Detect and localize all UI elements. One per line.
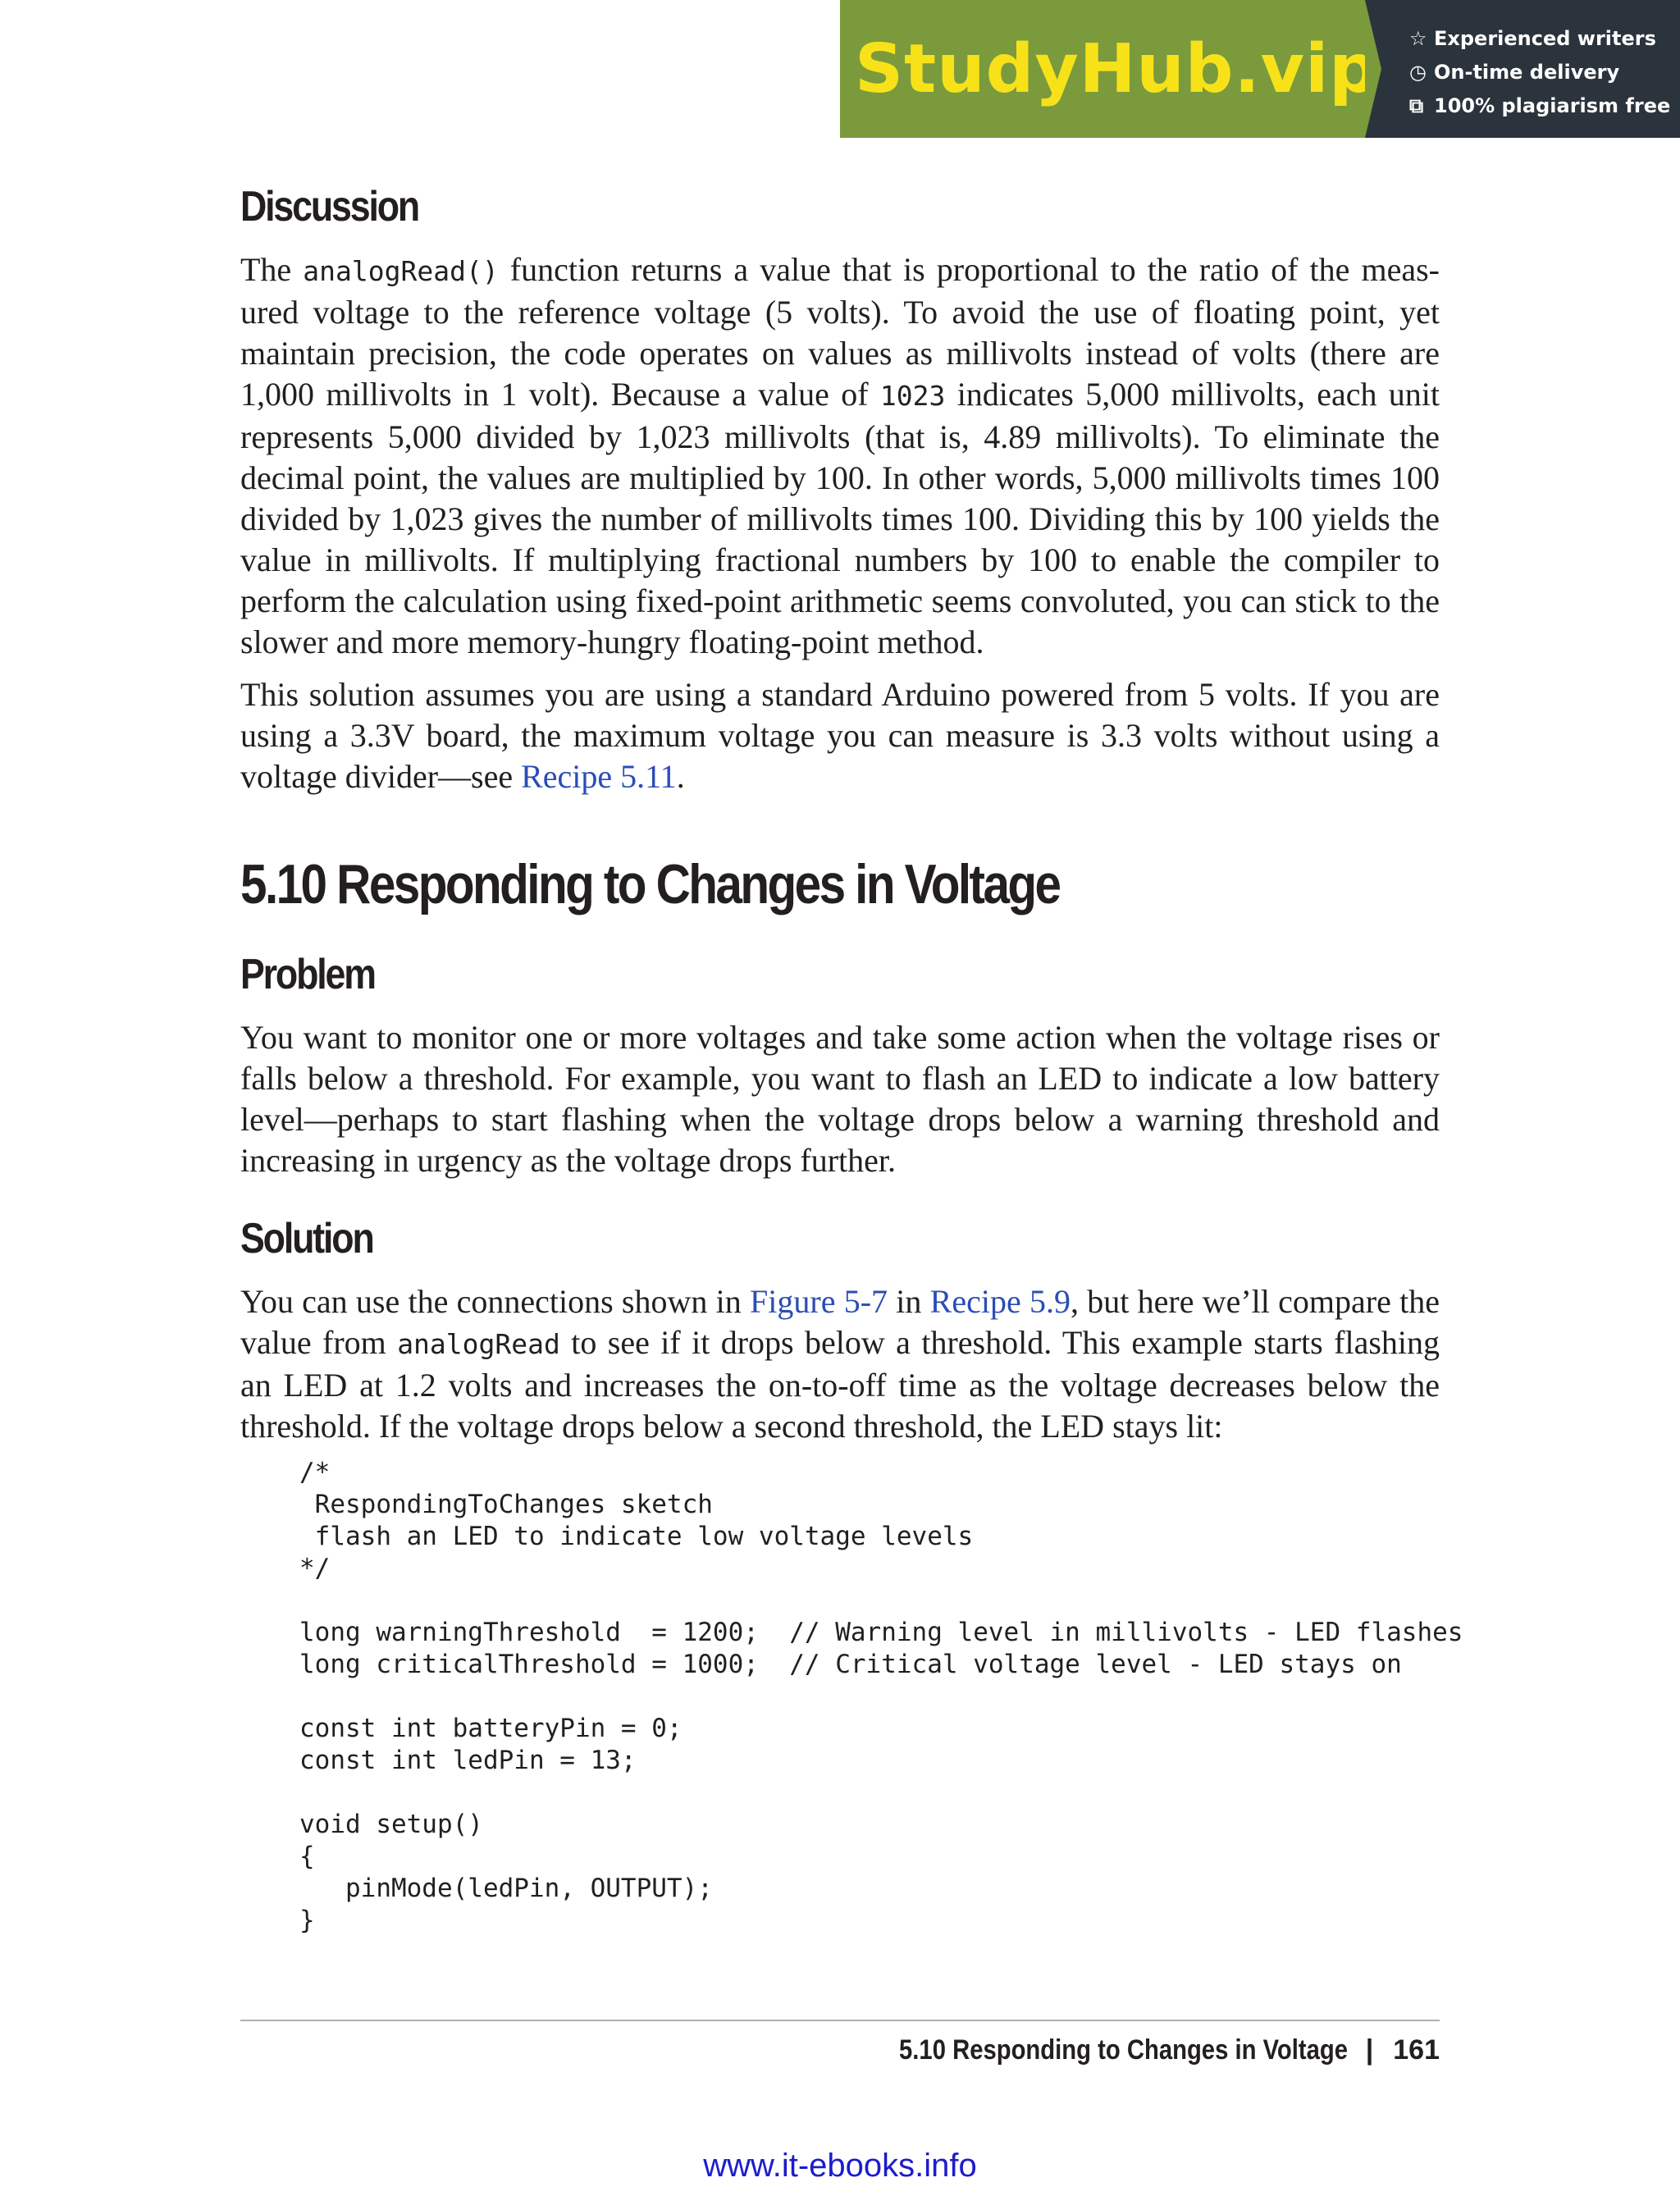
text-run: to see if it drops below a threshold. This example starts flashing an LED at 1.2 volts and increases the on-to-off time as the voltage decreases below the threshold. If the voltage drops below a second threshold, the LED stays lit: [240, 1324, 1440, 1445]
solution-heading: Solution [240, 1215, 373, 1262]
feature-label: 100% plagiarism free [1434, 94, 1671, 117]
site-link[interactable]: www.it-ebooks.info [703, 2148, 977, 2184]
feature-experienced-writers [1409, 21, 1680, 55]
studyhub-logo [840, 0, 1378, 138]
discussion-heading: Discussion [240, 183, 419, 231]
discussion-paragraph-1 [240, 249, 1440, 663]
recipe-5-11-link[interactable]: Recipe 5.11 [521, 758, 677, 795]
studyhub-banner[interactable] [840, 0, 1680, 138]
banner-features [1365, 0, 1680, 138]
inline-code: analogRead() [303, 255, 499, 287]
feature-plagiarism-free [1409, 89, 1680, 122]
figure-5-7-link[interactable]: Figure 5-7 [750, 1283, 888, 1320]
inline-code: 1023 [879, 380, 946, 412]
inline-code: analogRead [397, 1328, 560, 1360]
feature-on-time-delivery [1409, 55, 1680, 89]
logo-text: StudyHub.vip [855, 30, 1378, 108]
running-footer [826, 2031, 1440, 2069]
footer-separator: | [1365, 2034, 1374, 2066]
text-run: , but here we’ll compare the value from [240, 1283, 1440, 1361]
star-icon: ☆ [1409, 26, 1427, 50]
code-listing: /* RespondingToChanges sketch flash an LED to indicate low voltage levels */ long warningThreshold = 1200; // Warning level in millivolts - LED flashes long criticalThreshold = 1000; // Critical voltage level - LED stays on const int batteryPin = 0; const int ledPin = 13; void setup() { pinMode(ledPin, OUTPUT); } [299, 1458, 1463, 1935]
problem-paragraph: You want to monitor one or more voltages and take some action when the voltage rises or falls below a threshold. For example, you want to flash an LED to indicate a low battery level—perhaps to start flashing when the voltage drops below a warning threshold and increasing in urgency as the voltage drops further. [240, 1019, 1440, 1179]
text-run: indicates 5,000 millivolts, each unit represents 5,000 divided by 1,023 millivolts (that is, 4.89 millivolts). To eliminate the decimal point, the values are multiplied by 100. In other words, 5,000 millivolts times 100 divided by 1,023 gives the number of millivolts times 100. Dividing this by 100 yields the value in millivolts. If multiplying fractional numbers by 100 to enable the compiler to perform the calculation using fixed-point arithmetic seems convoluted, you can stick to the slower and more memory-hungry floating-point method. [240, 376, 1440, 660]
section-title: 5.10 Responding to Changes in Voltage [240, 853, 1060, 915]
feature-label: Experienced writers [1434, 26, 1656, 50]
feature-label: On-time delivery [1434, 60, 1620, 84]
text-run: The [240, 251, 304, 288]
discussion-paragraph-2 [240, 674, 1440, 797]
copy-icon: ⧉ [1409, 94, 1424, 117]
text-run: You can use the connections shown in [240, 1283, 751, 1320]
clock-icon: ◷ [1409, 60, 1427, 84]
page-number: 161 [1393, 2034, 1440, 2066]
solution-paragraph [240, 1281, 1440, 1447]
problem-heading: Problem [240, 951, 375, 998]
recipe-5-9-link[interactable]: Recipe 5.9 [929, 1283, 1071, 1320]
text-run: function returns a value that is proportional to the ratio of the meas-ured voltage to the reference voltage (5 volts). To avoid the use of floating point, yet maintain precision, the code operates on values as millivolts instead of volts (there are 1,000 millivolts in 1 volt). Because a value of [240, 251, 1440, 413]
text-run: in [888, 1283, 930, 1320]
footer-rule [240, 2020, 1440, 2021]
footer-section-title: 5.10 Responding to Changes in Voltage [898, 2034, 1348, 2066]
text-run: This solution assumes you are using a standard Arduino powered from 5 volts. If you are using a 3.3V board, the maximum voltage you can measure is 3.3 volts without using a voltage divider—see [240, 676, 1440, 795]
text-run: . [676, 758, 685, 795]
